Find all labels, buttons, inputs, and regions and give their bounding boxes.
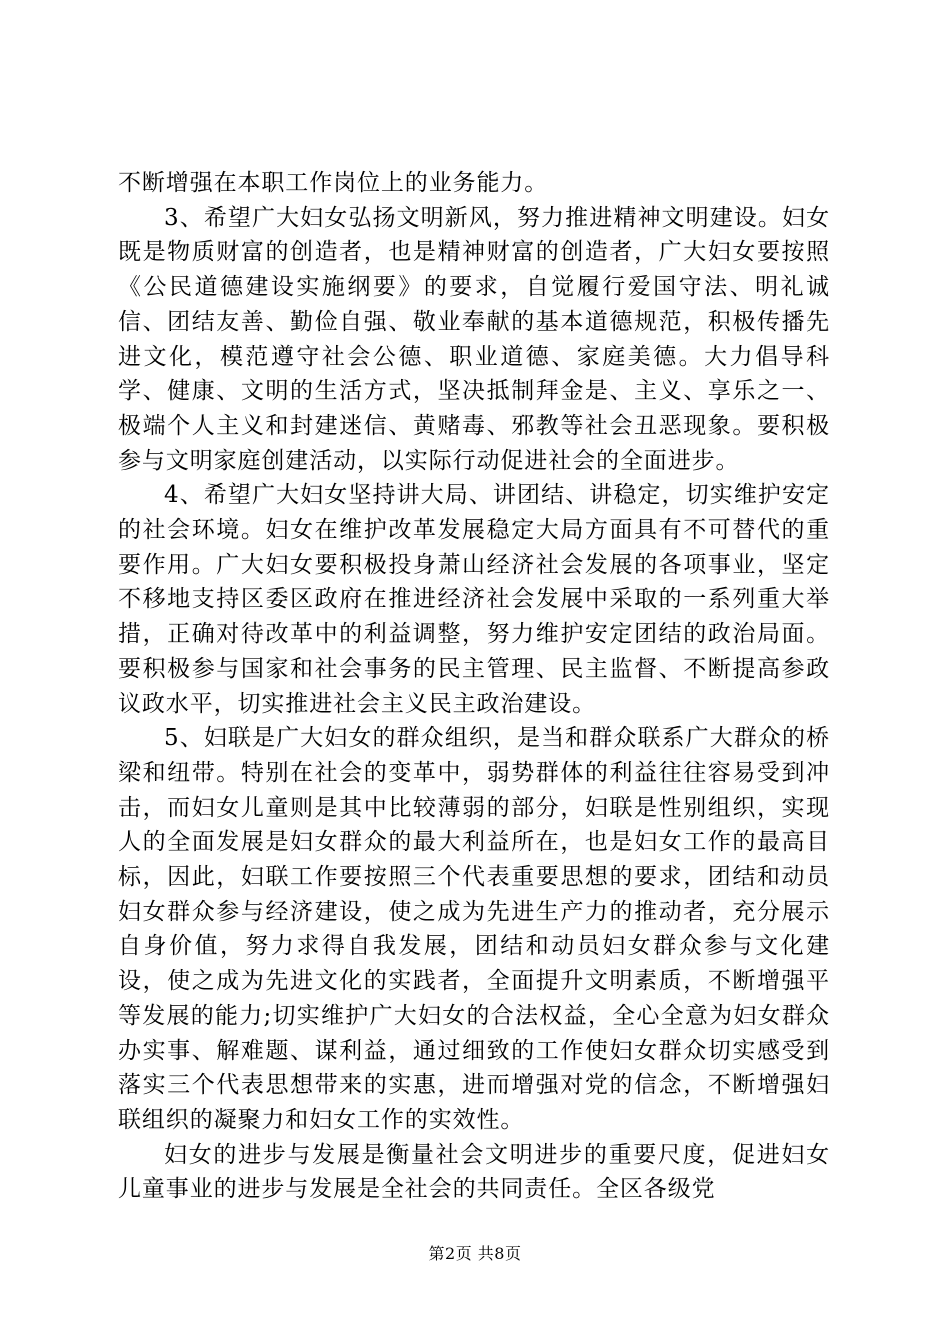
- paragraph-continuation: 不断增强在本职工作岗位上的业务能力。: [118, 170, 549, 196]
- paragraph-closing: 妇女的进步与发展是衡量社会文明进步的重要尺度，促进妇女儿童事业的进步与发展是全社会的共同责任。全区各级党: [118, 1141, 830, 1203]
- paragraph-5: 5、妇联是广大妇女的群众组织，是当和群众联系广大群众的桥梁和纽带。特别在社会的变革中，弱势群体的利益往往容易受到冲击，而妇女儿童则是其中比较薄弱的部分，妇联是性别组织，实现人的全面发展是妇女群众的最大利益所在，也是妇女工作的最高目标，因此，妇联工作要按照三个代表重要思想的要求，团结和动员妇女群众参与经济建设，使之成为先进生产力的推动者，充分展示自身价值，努力求得自我发展，团结和动员妇女群众参与文化建设，使之成为先进文化的实践者，全面提升文明素质，不断增强平等发展的能力;切实维护广大妇女的合法权益，全心全意为妇女群众办实事、解难题、谋利益，通过细致的工作使妇女群众切实感受到落实三个代表思想带来的实惠，进而增强对党的信念，不断增强妇联组织的凝聚力和妇女工作的实效性。: [118, 725, 830, 1133]
- paragraph-3: 3、希望广大妇女弘扬文明新风，努力推进精神文明建设。妇女既是物质财富的创造者，也是精神财富的创造者，广大妇女要按照《公民道德建设实施纲要》的要求，自觉履行爱国守法、明礼诚信、团结友善、勤俭自强、敬业奉献的基本道德规范，积极传播先进文化，模范遵守社会公德、职业道德、家庭美德。大力倡导科学、健康、文明的生活方式，坚决抵制拜金是、主义、享乐之一、极端个人主义和封建迷信、黄赌毒、邪教等社会丑恶现象。要积极参与文明家庭创建活动，以实际行动促进社会的全面进步。: [118, 204, 830, 474]
- page-number-label: 第2页 共8页: [428, 1244, 522, 1263]
- paragraph-4: 4、希望广大妇女坚持讲大局、讲团结、讲稳定，切实维护安定的社会环境。妇女在维护改革发展稳定大局方面具有不可替代的重要作用。广大妇女要积极投身萧山经济社会发展的各项事业，坚定不移地支持区委区政府在推进经济社会发展中采取的一系列重大举措，正确对待改革中的利益调整，努力维护安定团结的政治局面。要积极参与国家和社会事务的民主管理、民主监督、不断提高参政议政水平，切实推进社会主义民主政治建设。: [118, 482, 830, 717]
- page-footer: [0, 1244, 950, 1264]
- document-body: [118, 166, 830, 1207]
